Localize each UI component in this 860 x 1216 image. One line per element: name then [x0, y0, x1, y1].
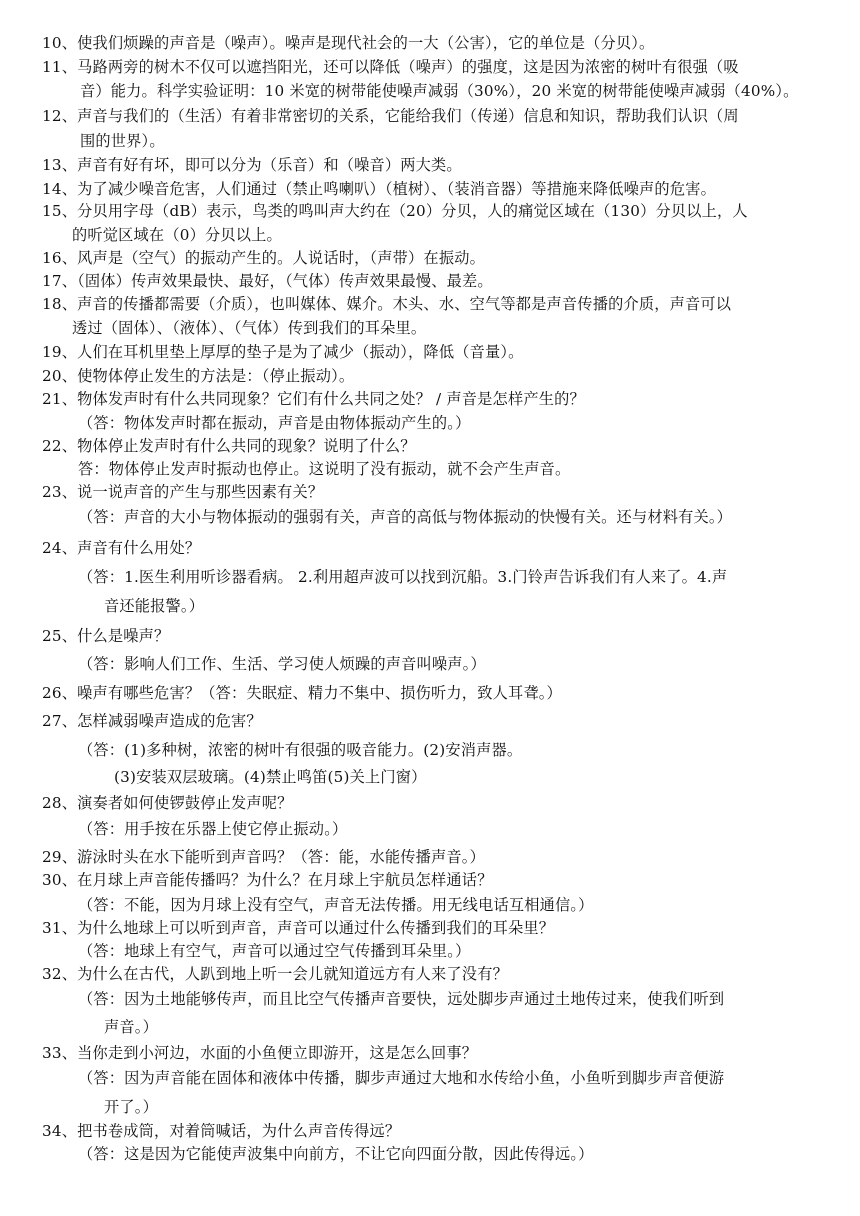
text-line: 34、把书卷成筒，对着筒喊话，为什么声音传得远？	[42, 1122, 401, 1140]
text-line: 23、说一说声音的产生与那些因素有关？	[42, 483, 324, 501]
text-line: （答：因为土地能够传声，而且比空气传播声音要快，远处脚步声通过土地传过来，使我们听到	[78, 990, 725, 1008]
text-line: 33、当你走到小河边，水面的小鱼便立即游开，这是怎么回事？	[42, 1044, 478, 1062]
text-line: 18、声音的传播都需要（介质），也叫媒体、媒介。木头、水、空气等都是声音传播的介质，声音可以	[42, 295, 732, 313]
text-line: 14、为了减少噪音危害，人们通过（禁止鸣喇叭）（植树）、（装消音器）等措施来降低噪声的危害。	[42, 180, 716, 198]
text-line: 17、（固体）传声效果最快、最好，（气体）传声效果最慢、最差。	[42, 272, 493, 290]
text-line: 31、为什么地球上可以听到声音，声音可以通过什么传播到我们的耳朵里？	[42, 919, 555, 937]
text-line: 25、什么是噪声？	[42, 627, 170, 645]
text-line: 围的世界）。	[80, 132, 165, 150]
text-line: 22、物体停止发声时有什么共同的现象？说明了什么？	[42, 437, 416, 455]
text-line: 音还能报警。）	[104, 597, 205, 615]
text-line: 32、为什么在古代，人趴到地上听一会儿就知道远方有人来了没有？	[42, 965, 508, 983]
text-line: 27、怎样减弱噪声造成的危害？	[42, 712, 262, 730]
text-line: 答：物体停止发声时振动也停止。这说明了没有振动，就不会产生声音。	[78, 460, 571, 478]
text-line: 音）能力。科学实验证明：10 米宽的树带能使噪声减弱（30%），20 米宽的树带能使噪声减弱（40%）。	[80, 82, 799, 100]
text-line: 26、噪声有哪些危害？（答：失眠症、精力不集中、损伤听力，致人耳聋。）	[42, 684, 562, 702]
text-line: 15、分贝用字母（dB）表示，鸟类的鸣叫声大约在（20）分贝，人的痛觉区域在（130）分贝以上，人	[42, 202, 748, 220]
text-line: （答：1.医生利用听诊器看病。 2.利用超声波可以找到沉船。3.门铃声告诉我们有人来了。4.声	[78, 568, 728, 586]
text-line: （答：这是因为它能使声波集中向前方，不让它向四面分散，因此传得远。）	[78, 1145, 594, 1163]
text-line: （答：地球上有空气，声音可以通过空气传播到耳朵里。）	[78, 942, 471, 960]
text-line: 20、使物体停止发生的方法是：（停止振动）。	[42, 367, 355, 385]
text-line: （答：因为声音能在固体和液体中传播，脚步声通过大地和水传给小鱼，小鱼听到脚步声音便游	[78, 1069, 725, 1087]
text-line: 11、马路两旁的树木不仅可以遮挡阳光，还可以降低（噪声）的强度，这是因为浓密的树叶有很强（吸	[42, 58, 739, 76]
text-line: （答：(1)多种树，浓密的树叶有很强的吸音能力。(2)安消声器。	[78, 741, 523, 759]
text-line: 13、声音有好有坏，即可以分为（乐音）和（噪音）两大类。	[42, 156, 462, 174]
text-line: 12、声音与我们的（生活）有着非常密切的关系，它能给我们（传递）信息和知识，帮助我们认识（周	[42, 107, 739, 125]
text-line: 30、在月球上声音能传播吗？为什么？在月球上宇航员怎样通话？	[42, 871, 493, 889]
text-line: （答：用手按在乐器上使它停止振动。）	[78, 820, 348, 838]
text-line: 的听觉区域在（0）分贝以上。	[72, 226, 282, 244]
text-line: （答：影响人们工作、生活、学习使人烦躁的声音叫噪声。）	[78, 655, 486, 673]
text-line: （答：不能，因为月球上没有空气，声音无法传播。用无线电话互相通信。）	[78, 896, 594, 914]
text-line: 21、物体发声时有什么共同现象？它们有什么共同之处？ / 声音是怎样产生的？	[42, 390, 585, 408]
text-line: 29、游泳时头在水下能听到声音吗？（答：能，水能传播声音。）	[42, 848, 485, 866]
text-line: 透过（固体）、（液体）、（气体）传到我们的耳朵里。	[72, 319, 427, 337]
text-line: 声音。）	[104, 1018, 158, 1036]
text-line: 16、风声是（空气）的振动产生的。人说话时，（声带）在振动。	[42, 249, 485, 267]
text-line: 28、演奏者如何使锣鼓停止发声呢？	[42, 794, 293, 812]
text-line: 10、使我们烦躁的声音是（噪声）。噪声是现代社会的一大（公害），它的单位是（分贝）。	[42, 34, 655, 52]
text-line: 19、人们在耳机里垫上厚厚的垫子是为了减少（振动），降低（音量）。	[42, 343, 524, 361]
text-line: （答：物体发声时都在振动，声音是由物体振动产生的。）	[78, 414, 471, 432]
text-line: 开了。）	[104, 1098, 158, 1116]
text-line: (3)安装双层玻璃。(4)禁止鸣笛(5)关上门窗）	[114, 768, 427, 786]
text-line: （答：声音的大小与物体振动的强弱有关，声音的高低与物体振动的快慢有关。还与材料有关。）	[78, 508, 733, 526]
text-line: 24、声音有什么用处？	[42, 539, 201, 557]
